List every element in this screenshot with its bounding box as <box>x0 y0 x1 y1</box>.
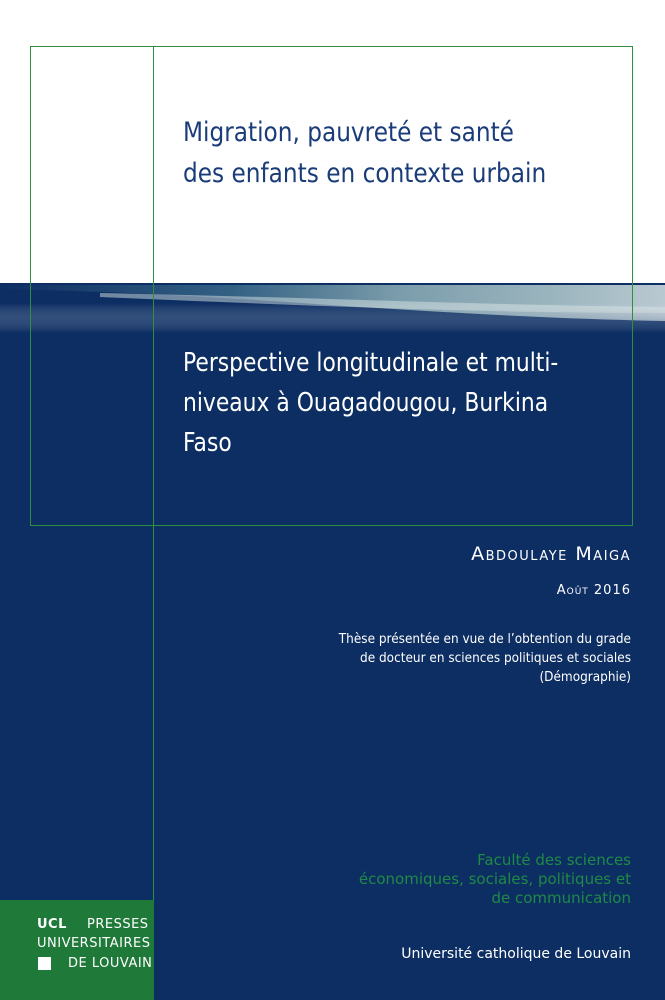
book-title: Migration, pauvreté et santé des enfants en contexte urbain <box>183 117 547 189</box>
publication-date: Août 2016 <box>556 583 631 598</box>
faculty-line: Faculté des sciences <box>477 851 631 869</box>
thesis-line: Thèse présentée en vue de l’obtention du grade <box>338 632 631 647</box>
publisher-logo-line2: UNIVERSITAIRES <box>37 936 151 951</box>
faculty-name <box>271 851 631 908</box>
publisher-logo-line1: PRESSES <box>87 917 149 932</box>
thesis-description <box>324 630 631 687</box>
university-name: Université catholique de Louvain <box>401 946 631 962</box>
frame-line-bottom <box>30 525 633 526</box>
frame-line-vertical <box>153 46 154 1000</box>
publisher-logo-square-icon <box>38 957 51 970</box>
thesis-line: (Démographie) <box>539 670 631 685</box>
gradient-band <box>0 283 665 333</box>
frame-line-top <box>30 46 632 47</box>
book-subtitle: Perspective longitudinale et multi-niveaux à Ouagadougou, Burkina Faso <box>183 348 559 458</box>
publisher-logo-line3: DE LOUVAIN <box>68 956 153 971</box>
frame-line-left <box>30 46 31 526</box>
faculty-line: économiques, sociales, politiques et <box>358 870 631 888</box>
author-name: Abdoulaye Maiga <box>471 543 631 565</box>
faculty-line: de communication <box>491 889 631 907</box>
thesis-line: de docteur en sciences politiques et sociales <box>360 651 631 666</box>
publisher-logo-ucl: UCL <box>37 917 67 932</box>
frame-line-right <box>632 46 633 526</box>
